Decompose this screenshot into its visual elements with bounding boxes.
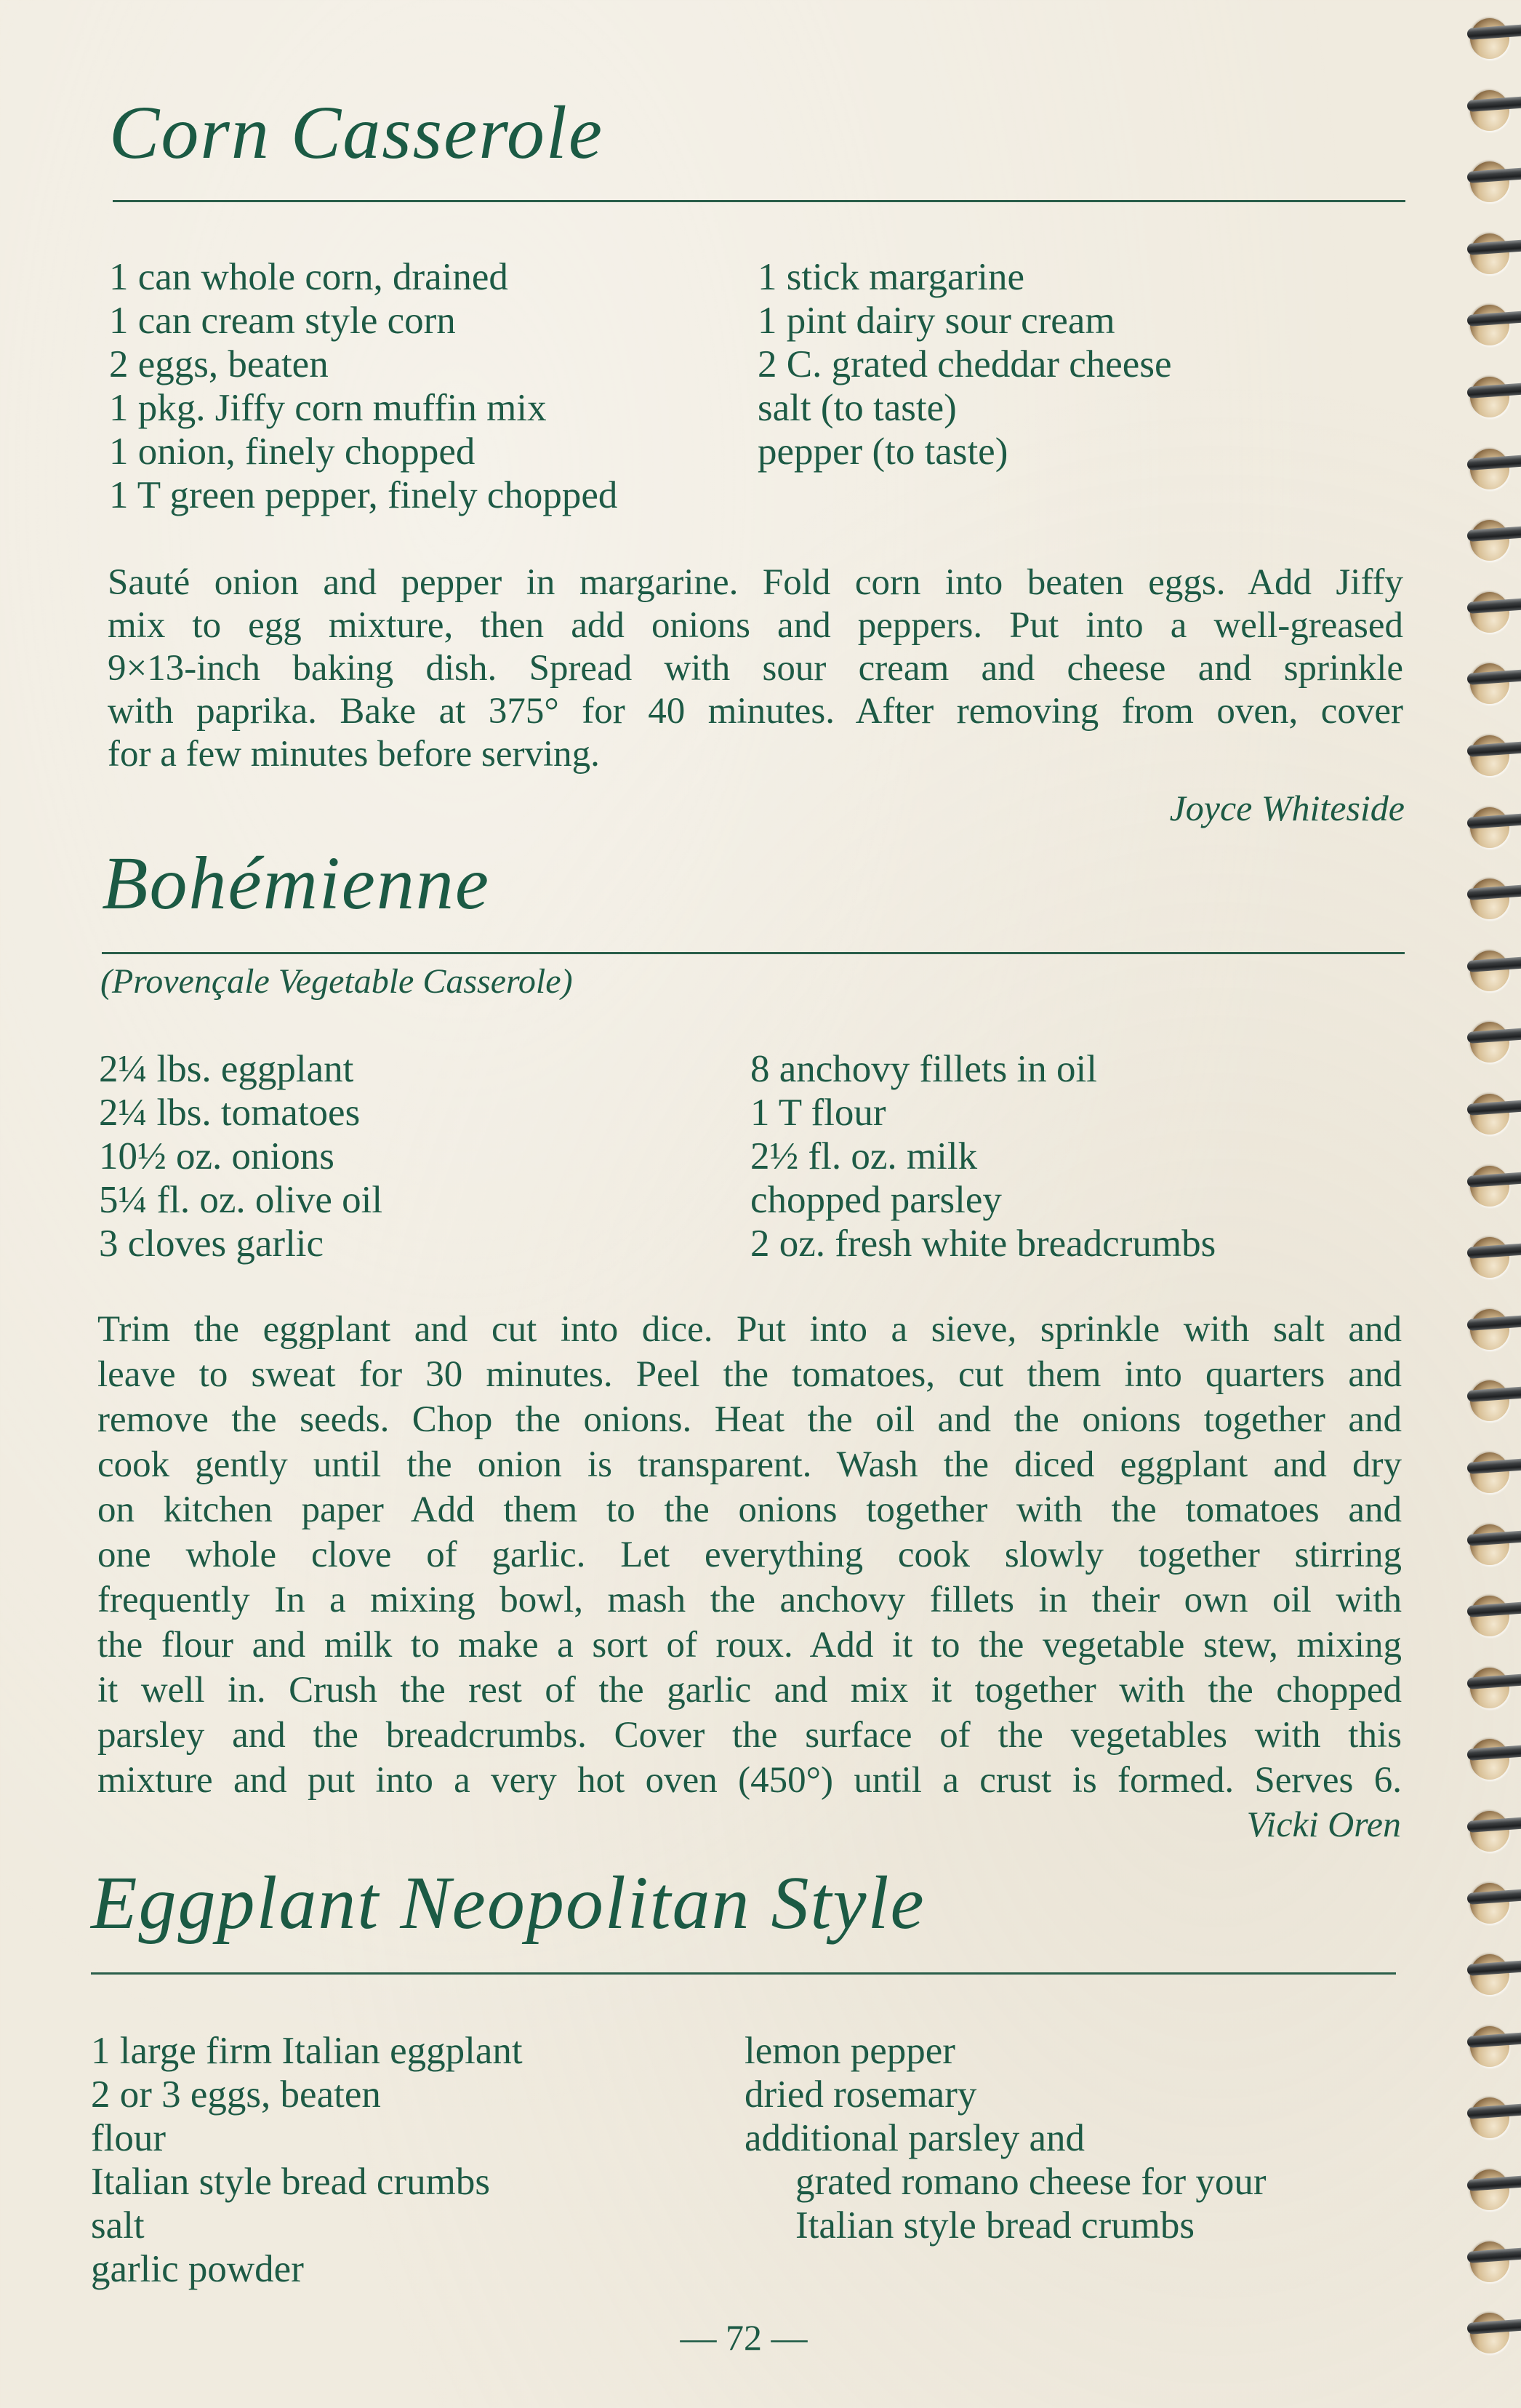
method-line: frequently In a mixing bowl, mash the anchovy fillets in their own oil with — [97, 1580, 1402, 1620]
ingredients-left-column — [91, 2029, 523, 2291]
ingredient-item: flour — [91, 2117, 166, 2159]
title-divider — [91, 1972, 1396, 1975]
ingredient-item-continued: grated romano cheese for your — [795, 2161, 1267, 2203]
title-divider — [102, 952, 1405, 954]
method-line: mixture and put into a very hot oven (450°) until a crust is formed. Serves 6. — [97, 1760, 1402, 1801]
ingredient-item: 5¼ fl. oz. olive oil — [99, 1179, 383, 1221]
recipe-title: Bohémienne — [102, 841, 491, 925]
ingredient-item: additional parsley and — [745, 2117, 1085, 2159]
method-line: for a few minutes before serving. — [108, 734, 600, 775]
ingredients-left-column — [109, 255, 617, 517]
ingredient-item: 1 can whole corn, drained — [109, 256, 508, 298]
ingredient-item: 2½ fl. oz. milk — [750, 1135, 978, 1177]
method-line: the flour and milk to make a sort of roux. Add it to the vegetable stew, mixing — [97, 1625, 1402, 1665]
method-line: Trim the eggplant and cut into dice. Put into a sieve, sprinkle with salt and — [97, 1309, 1402, 1350]
ingredient-item: 2¼ lbs. eggplant — [99, 1048, 354, 1090]
ingredient-item: 2 or 3 eggs, beaten — [91, 2073, 381, 2116]
ingredient-item: lemon pepper — [745, 2030, 955, 2072]
method-line: leave to sweat for 30 minutes. Peel the tomatoes, cut them into quarters and — [97, 1354, 1402, 1395]
method-line: 9×13-inch baking dish. Spread with sour cream and cheese and sprinkle — [108, 648, 1403, 689]
ingredient-item: dried rosemary — [745, 2073, 977, 2116]
recipe-method — [108, 561, 1403, 776]
ingredient-item: 10½ oz. onions — [99, 1135, 334, 1177]
ingredient-item: 1 large firm Italian eggplant — [91, 2030, 523, 2072]
ingredients-right-column — [745, 2029, 1267, 2247]
ingredient-item-continued: Italian style bread crumbs — [795, 2204, 1195, 2247]
method-line: one whole clove of garlic. Let everything cook slowly together stirring — [97, 1535, 1402, 1575]
method-line: cook gently until the onion is transparent. Wash the diced eggplant and dry — [97, 1444, 1402, 1485]
ingredient-item: 2 oz. fresh white breadcrumbs — [750, 1223, 1216, 1265]
recipe-title: Corn Casserole — [109, 91, 603, 175]
ingredient-item: garlic powder — [91, 2248, 304, 2290]
ingredient-item: 1 can cream style corn — [109, 300, 456, 342]
page-number: — 72 — — [680, 2317, 808, 2358]
method-line: on kitchen paper Add them to the onions together with the tomatoes and — [97, 1489, 1402, 1530]
ingredients-right-column — [758, 255, 1171, 473]
recipe-method — [97, 1307, 1402, 1803]
method-line: Sauté onion and pepper in margarine. Fold corn into beaten eggs. Add Jiffy — [108, 562, 1403, 603]
ingredient-item: 2 C. grated cheddar cheese — [758, 343, 1172, 385]
ingredient-item: 1 T flour — [750, 1092, 886, 1134]
ingredient-item: Italian style bread crumbs — [91, 2161, 490, 2203]
method-line: with paprika. Bake at 375° for 40 minutes. After removing from oven, cover — [108, 691, 1403, 732]
ingredients-left-column — [99, 1047, 382, 1265]
ingredient-item: 2¼ lbs. tomatoes — [99, 1092, 361, 1134]
ingredients-right-column — [750, 1047, 1216, 1265]
ingredient-item: 1 pint dairy sour cream — [758, 300, 1115, 342]
ingredient-item: 1 stick margarine — [758, 256, 1024, 298]
contributor-signature: Vicki Oren — [1246, 1804, 1401, 1844]
ingredient-item: 8 anchovy fillets in oil — [750, 1048, 1097, 1090]
ingredient-item: 3 cloves garlic — [99, 1223, 324, 1265]
method-line: mix to egg mixture, then add onions and peppers. Put into a well-greased — [108, 605, 1403, 646]
contributor-signature: Joyce Whiteside — [1169, 788, 1405, 828]
method-line: parsley and the breadcrumbs. Cover the surface of the vegetables with this — [97, 1715, 1402, 1756]
ingredient-item: chopped parsley — [750, 1179, 1002, 1221]
ingredient-item: salt — [91, 2204, 145, 2247]
ingredient-item: salt (to taste) — [758, 387, 957, 429]
recipe-title: Eggplant Neopolitan Style — [91, 1861, 926, 1945]
ingredient-item: 1 pkg. Jiffy corn muffin mix — [109, 387, 547, 429]
recipe-subtitle: (Provençale Vegetable Casserole) — [100, 962, 573, 1001]
method-line: it well in. Crush the rest of the garlic and mix it together with the chopped — [97, 1670, 1402, 1711]
title-divider — [113, 200, 1405, 202]
ingredient-item: pepper (to taste) — [758, 431, 1008, 473]
ingredient-item: 1 onion, finely chopped — [109, 431, 475, 473]
method-line: remove the seeds. Chop the onions. Heat the oil and the onions together and — [97, 1399, 1402, 1440]
ingredient-item: 1 T green pepper, finely chopped — [109, 474, 618, 516]
ingredient-item: 2 eggs, beaten — [109, 343, 329, 385]
